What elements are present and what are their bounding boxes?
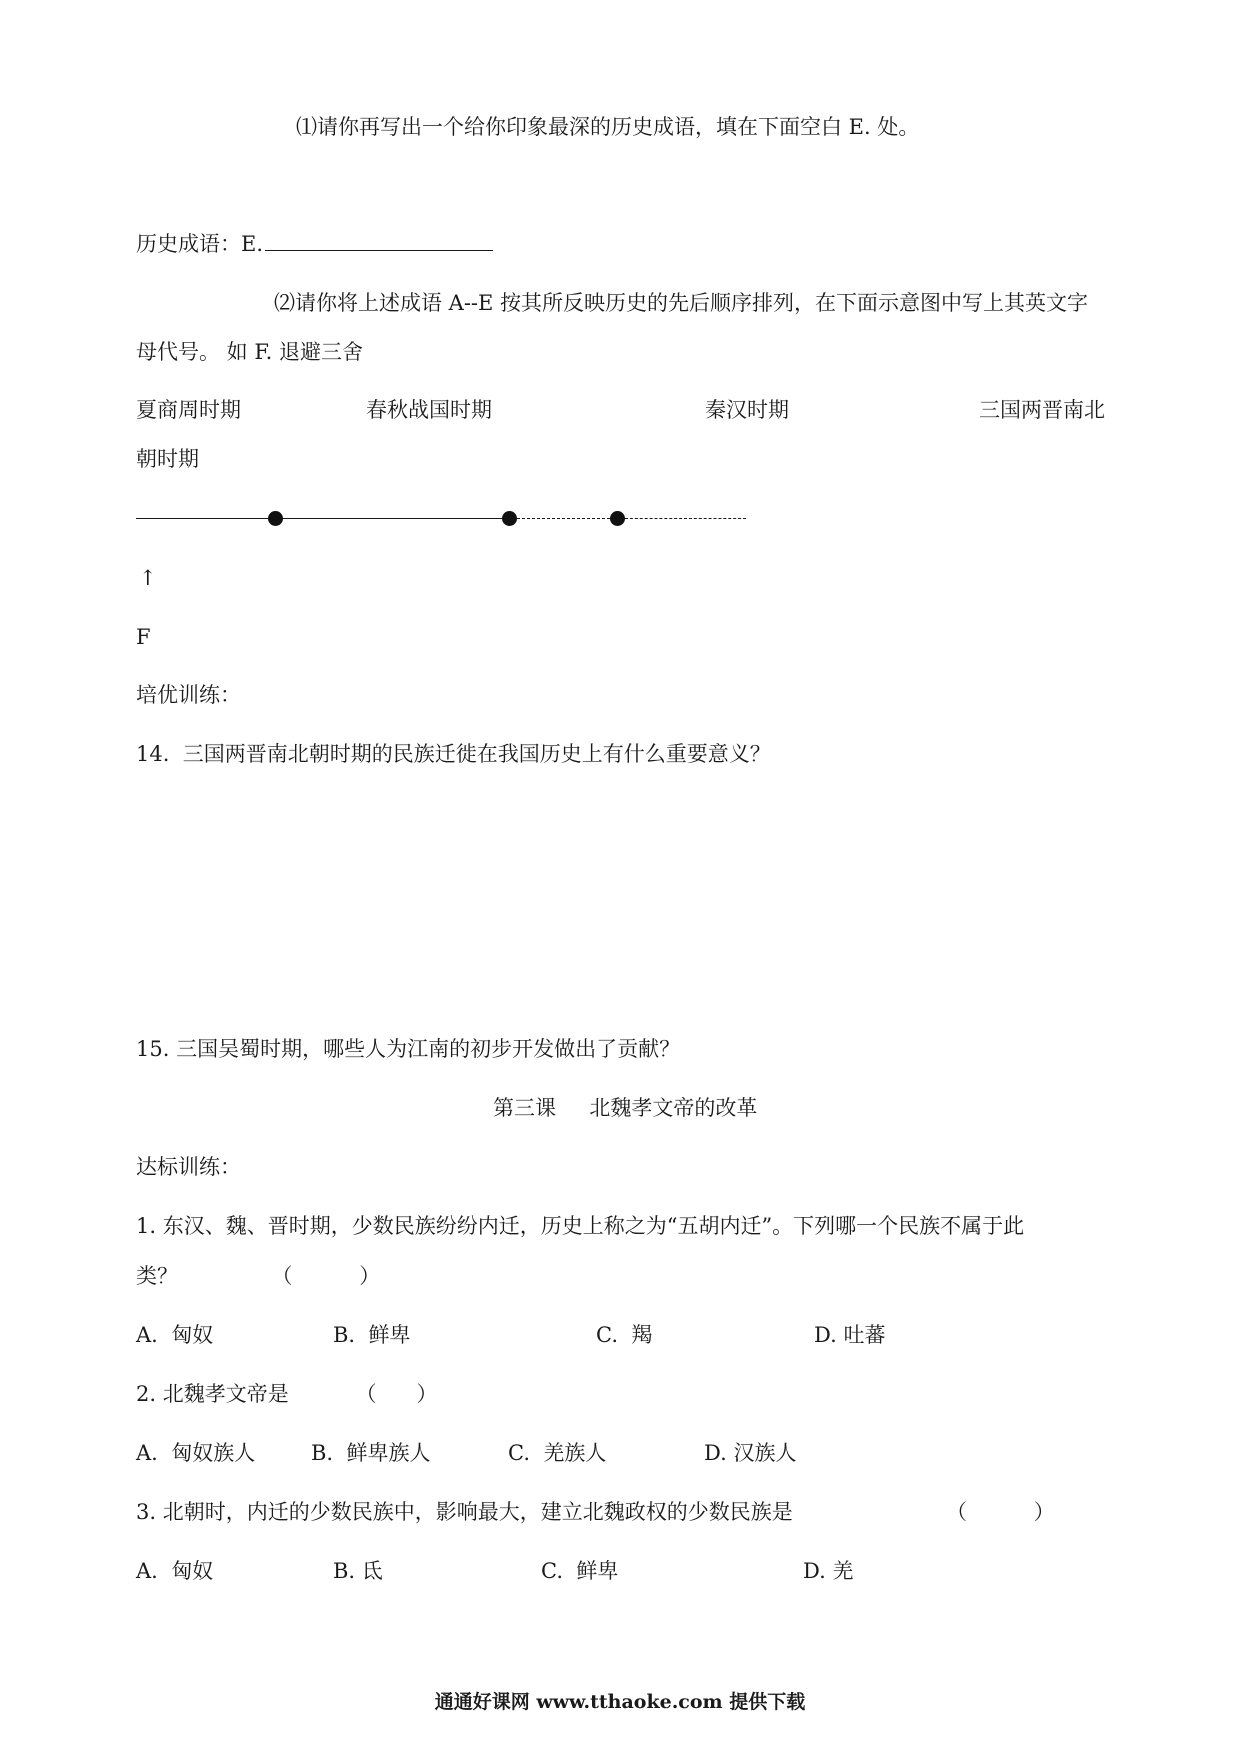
timeline-segment [625,518,746,519]
q1-option-d: D. 吐蕃 [814,1323,886,1347]
timeline-segment [136,518,268,519]
period-label-chunqiu-zhanguo: 春秋战国时期 [366,398,492,422]
timeline-segment [517,518,610,519]
example-letter: F [136,625,151,649]
q2-option-b: B. 鲜卑族人 [311,1441,431,1465]
peiyou-heading: 培优训练： [136,683,241,707]
q1-option-c: C. 羯 [596,1323,653,1347]
idiom-label: 历史成语：E. [136,232,264,256]
q13-part2-line1: ⑵请你将上述成语 A--E 按其所反映历史的先后顺序排列，在下面示意图中写上其英文字 [274,291,1089,315]
page-footer: 通通好课网 www.tthaoke.com 提供下载 [434,1691,806,1713]
period-label-qin-han: 秦汉时期 [705,398,789,422]
lesson-title: 第三课 北魏孝文帝的改革 [493,1096,758,1120]
q1-option-b: B. 鲜卑 [333,1323,411,1347]
question-2-stem: 2. 北魏孝文帝是 （ ） [136,1382,438,1406]
q1-option-a: A. 匈奴 [136,1323,214,1347]
question-15: 15. 三国吴蜀时期，哪些人为江南的初步开发做出了贡献？ [136,1037,681,1061]
question-3-stem: 3. 北朝时，内迁的少数民族中，影响最大，建立北魏政权的少数民族是 [136,1500,793,1524]
q3-option-c: C. 鲜卑 [541,1559,619,1583]
q2-option-c: C. 羌族人 [508,1441,607,1465]
dabiao-heading: 达标训练： [136,1155,241,1179]
timeline-diagram [136,504,756,534]
timeline-dot [610,511,625,526]
timeline-dot [268,511,283,526]
q2-option-d: D. 汉族人 [704,1441,797,1465]
up-arrow-icon: ↑ [139,566,157,590]
question-14: 14. 三国两晋南北朝时期的民族迁徙在我国历史上有什么重要意义？ [136,742,771,766]
q3-option-a: A. 匈奴 [136,1559,214,1583]
question-1-stem: 1. 东汉、魏、晋时期，少数民族纷纷内迁，历史上称之为“五胡内迁”。下列哪一个民族不属于此 [136,1214,1025,1238]
q3-option-d: D. 羌 [803,1559,854,1583]
q2-option-a: A. 匈奴族人 [136,1441,256,1465]
period-label-wrap: 朝时期 [136,447,199,471]
question-1-stem-cont: 类？ （ ） [136,1264,381,1288]
q13-part1-instruction: ⑴请你再写出一个给你印象最深的历史成语，填在下面空白 E. 处。 [296,115,920,139]
timeline-dot [502,511,517,526]
period-label-sanguo-jin-nanbeichao: 三国两晋南北 [979,398,1105,422]
q13-part2-line2: 母代号。 如 F. 退避三舍 [136,340,364,364]
q3-option-b: B. 氐 [333,1559,383,1583]
period-label-xia-shang-zhou: 夏商周时期 [136,398,241,422]
question-3-bracket: （ ） [946,1500,1055,1524]
timeline-segment [283,518,502,519]
idiom-answer-line [136,228,493,259]
idiom-blank[interactable] [265,228,493,251]
